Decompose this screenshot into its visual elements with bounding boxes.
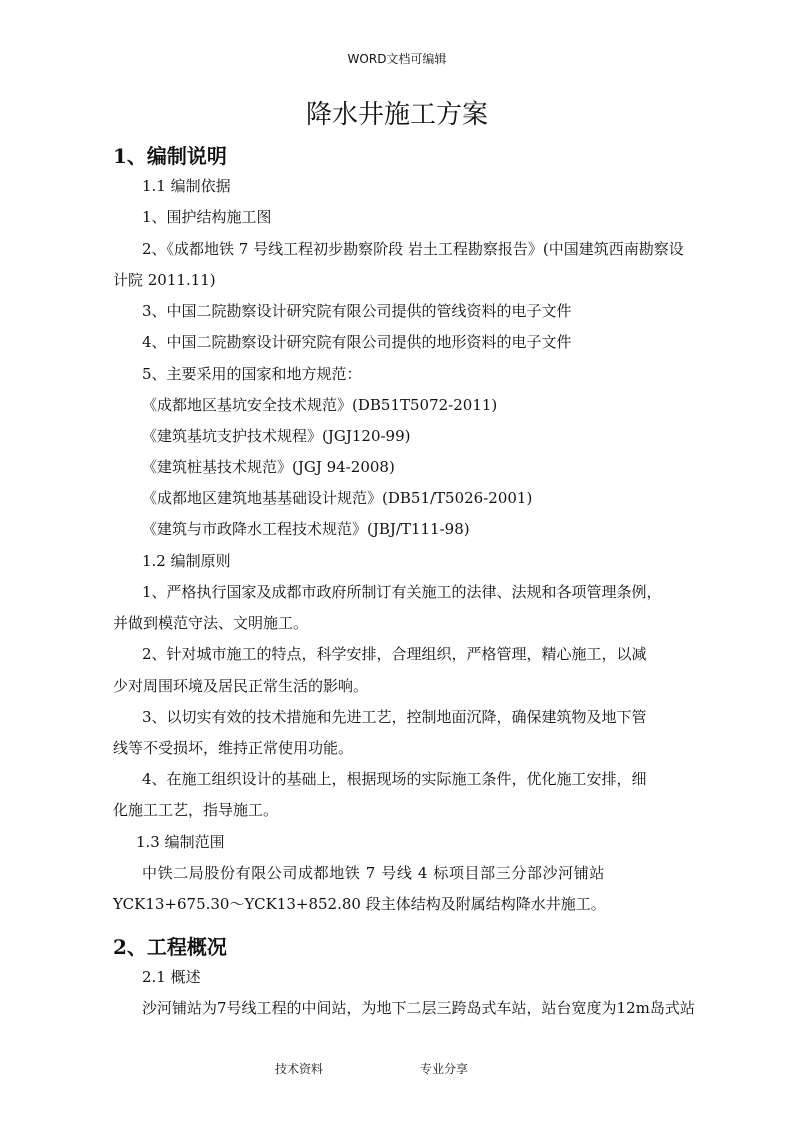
principle-line: 1、严格执行国家及成都市政府所制订有关施工的法律、法规和各项管理条例， [142, 583, 662, 601]
standard-item: 《建筑基坑支护技术规程》(JGJ120-99) [142, 427, 411, 445]
subsection-1-3: 1.3 编制范围 [136, 833, 225, 851]
principle-line-continued: 少对周围环境及居民正常生活的影响。 [113, 677, 369, 695]
overview-line: 沙河铺站为7号线工程的中间站，为地下二层三跨岛式车站，站台宽度为12m岛式站 [142, 999, 695, 1017]
subsection-1-1: 1.1 编制依据 [142, 177, 231, 195]
section-1-heading: 1、编制说明 [113, 144, 227, 168]
footer-left: 技术资料 [275, 1062, 324, 1076]
standard-item: 《成都地区建筑地基基础设计规范》(DB51/T5026-2001) [142, 489, 533, 507]
scope-line: 中铁二局股份有限公司成都地铁 7 号线 4 标项目部三分部沙河铺站 [142, 864, 605, 882]
basis-item: 2、《成都地铁 7 号线工程初步勘察阶段 岩土工程勘察报告》(中国建筑西南勘察设 [142, 240, 684, 258]
scope-line: YCK13+675.30～YCK13+852.80 段主体结构及附属结构降水井施工。 [113, 895, 606, 913]
subsection-1-2: 1.2 编制原则 [142, 552, 231, 570]
principle-line: 3、以切实有效的技术措施和先进工艺，控制地面沉降，确保建筑物及地下管 [142, 708, 647, 726]
subsection-2-1: 2.1 概述 [142, 968, 201, 986]
standard-item: 《建筑桩基技术规范》(JGJ 94-2008) [142, 458, 395, 476]
basis-item: 4、中国二院勘察设计研究院有限公司提供的地形资料的电子文件 [142, 333, 572, 351]
principle-line-continued: 化施工工艺，指导施工。 [113, 801, 279, 819]
basis-item: 1、围护结构施工图 [142, 208, 272, 226]
principle-line: 2、针对城市施工的特点，科学安排，合理组织，严格管理，精心施工，以减 [142, 645, 647, 663]
basis-item: 5、主要采用的国家和地方规范： [142, 365, 362, 383]
section-2-heading: 2、工程概况 [113, 935, 227, 959]
standard-item: 《建筑与市政降水工程技术规范》(JBJ/T111-98) [142, 520, 470, 538]
basis-item: 3、中国二院勘察设计研究院有限公司提供的管线资料的电子文件 [142, 302, 572, 320]
document-title: 降水井施工方案 [305, 100, 488, 130]
standard-item: 《成都地区基坑安全技术规范》(DB51T5072-2011) [142, 396, 498, 414]
basis-item-continued: 计院 2011.11) [113, 271, 216, 289]
page-header: WORD文档可编辑 [347, 52, 447, 66]
principle-line: 4、在施工组织设计的基础上，根据现场的实际施工条件，优化施工安排，细 [142, 770, 647, 788]
principle-line-continued: 并做到模范守法、文明施工。 [113, 614, 309, 632]
footer-right: 专业分享 [420, 1062, 469, 1076]
principle-line-continued: 线等不受损坏，维持正常使用功能。 [113, 739, 354, 757]
